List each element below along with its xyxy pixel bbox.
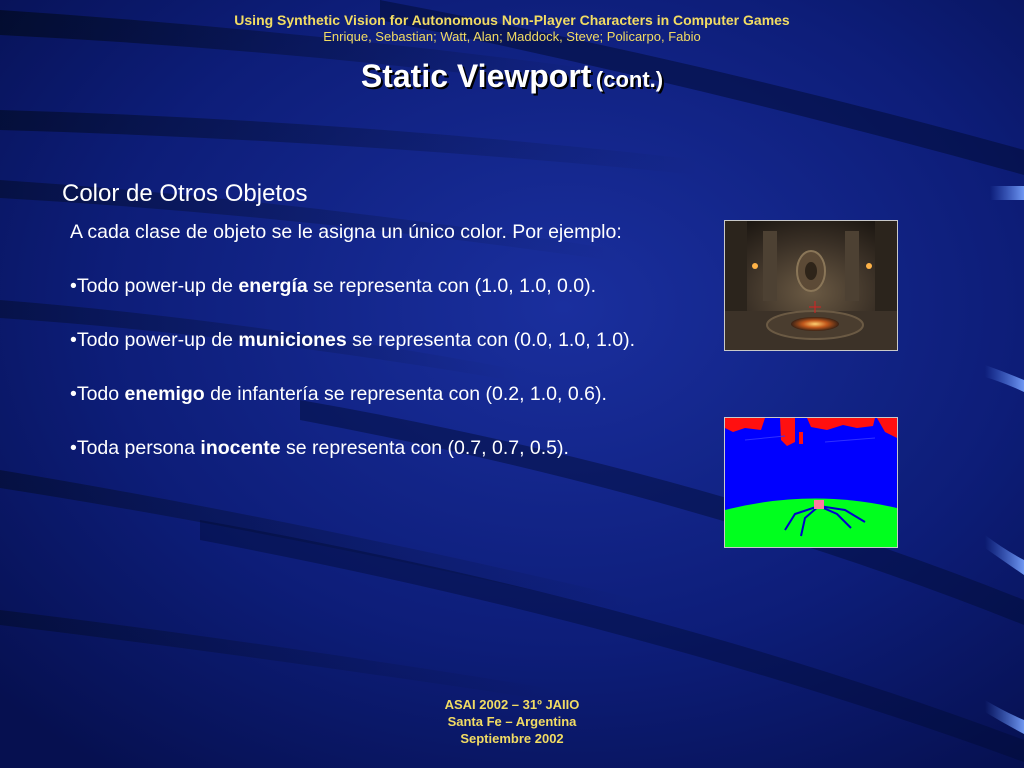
bullet-enemy — [70, 381, 670, 408]
bullet-suffix: se representa con (1.0, 1.0, 0.0). — [307, 275, 597, 297]
slide-header — [0, 12, 1024, 45]
bullet-emphasis: inocente — [200, 437, 281, 459]
bullet-prefix: •Toda persona — [70, 437, 201, 459]
bullet-energy — [70, 273, 670, 300]
bullet-suffix: de infantería se representa con (0.2, 1.0, 0.6). — [204, 383, 607, 405]
bullet-prefix: •Todo power-up de — [70, 329, 239, 351]
footer-date: Septiembre 2002 — [460, 731, 564, 746]
slide-body — [70, 219, 670, 489]
footer-location: Santa Fe – Argentina — [447, 714, 577, 729]
bullet-prefix: •Todo power-up de — [70, 275, 239, 297]
section-heading: Color de Otros Objetos — [62, 180, 308, 207]
footer-conference: ASAI 2002 – 31º JAIIO — [444, 697, 580, 712]
slide-title — [0, 58, 1024, 95]
paper-authors: Enrique, Sebastian; Watt, Alan; Maddock, Steve; Policarpo, Fabio — [323, 29, 701, 44]
bullet-suffix: se representa con (0.0, 1.0, 1.0). — [346, 329, 636, 351]
bullet-emphasis: enemigo — [124, 383, 205, 405]
bullet-innocent — [70, 435, 670, 462]
slide-title-main: Static Viewport — [360, 58, 592, 94]
paper-title: Using Synthetic Vision for Autonomous Non-Player Characters in Computer Games — [234, 12, 790, 28]
bullet-emphasis: municiones — [238, 329, 347, 351]
slide-footer — [0, 696, 1024, 747]
intro-paragraph: A cada clase de objeto se le asigna un único color. Por ejemplo: — [70, 221, 622, 243]
bullet-emphasis: energía — [238, 275, 308, 297]
bullet-suffix: se representa con (0.7, 0.7, 0.5). — [280, 437, 569, 459]
bullet-ammo — [70, 327, 670, 354]
bullet-prefix: •Todo — [70, 383, 125, 405]
synthetic-vision-map — [724, 417, 898, 548]
game-scene-screenshot — [724, 220, 898, 351]
slide-title-sub: (cont.) — [595, 67, 664, 92]
